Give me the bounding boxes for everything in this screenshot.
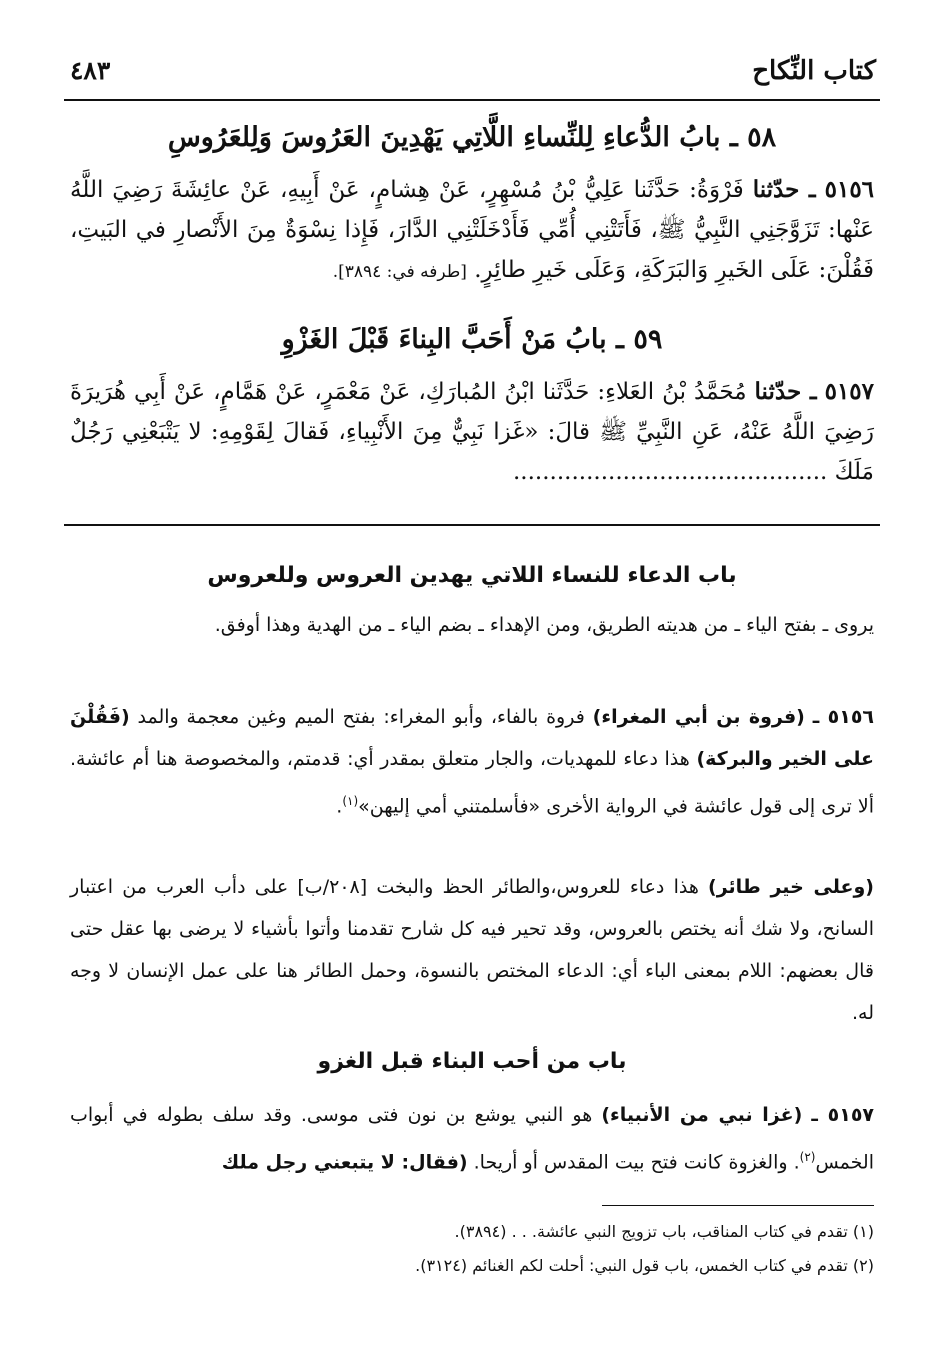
bab-58-title: ٥٨ ـ بابُ الدُّعاءِ لِلنِّساءِ اللَّاتِي يَهْدِينَ العَرُوسَ وَلِلعَرُوسِ [167, 122, 777, 153]
page-header [70, 46, 876, 96]
footnote-1: (١) تقدم في كتاب المناقب، باب تزويج النبي عائشة. . . (٣٨٩٤). [454, 1222, 874, 1241]
entry-number: ٥١٥٦ ـ [812, 706, 875, 728]
page-number: ٤٨٣ [70, 56, 111, 85]
footnote-marker: (١) [342, 794, 359, 808]
lemma: (فَقُلْنَ على الخير والبركة) [70, 706, 874, 770]
lemma: (وعلى خير طائر) [708, 876, 874, 898]
commentary-paragraph-2 [70, 696, 874, 827]
commentary-paragraph-3 [70, 866, 874, 1034]
commentary-text: هذا دعاء للعروس،والطائر الحظ والبخت [٢٠٨/ب] على دأب العرب من اعتبار السانح، ولا شك أنه يختص بالعروس، وقد تحير فيه كل شارح تقدمنا وأتوا بأشياء لا يرضى بها عقل حتى قال بعضهم: اللام بمعنى الباء أي: الدعاء المختص بالنسوة، وحمل الطائر هنا على عمل الإنسان لا وجه له. [70, 876, 874, 1024]
entry-number: ٥١٥٧ ـ [811, 1104, 875, 1126]
hadith-number: ٥١٥٧ [824, 378, 875, 405]
hadith-text: مُحَمَّدُ بْنُ العَلاءِ: حَدَّثَنا ابْنُ المُبارَكِ، عَنْ مَعْمَرٍ، عَنْ هَمَّامٍ، عَنْ أَبِي هُرَيرَةَ رَضِيَ اللَّهُ عَنْهُ، عَنِ النَّبِيِّ ﷺ قالَ: «غَزا نَبِيٌّ مِنَ الأَنْبِياءِ، فَقالَ لِقَوْمِهِ: لا يَتْبَعْنِي رَجُلٌ مَلَكَ ........................................... [70, 379, 874, 485]
commentary-text: . [336, 795, 343, 818]
bab-59-title: ٥٩ ـ بابُ مَنْ أَحَبَّ البِناءَ قَبْلَ الغَزْوِ [281, 324, 663, 355]
footnote-rule [602, 1205, 874, 1206]
hadith-number: ٥١٥٦ [824, 176, 875, 203]
commentary-text: هذا دعاء للمهديات، والجار متعلق بمقدر أي: قدمتم، والمخصوصة هنا أم عائشة. ألا ترى إلى قول عائشة في الرواية الأخرى «فأسلمتني أمي إليهن» [70, 748, 874, 818]
commentary-paragraph-1: يروى ـ بفتح الياء ـ من هديته الطريق، ومن الإهداء ـ بضم الياء ـ من الهدية وهذا أوفق. [214, 614, 874, 636]
hadith-5157 [70, 372, 874, 492]
header-rule [64, 99, 880, 101]
tarafuhu-reference: [طرفه في: ٣٨٩٤]. [332, 262, 467, 282]
hadith-5156 [70, 170, 874, 292]
haddathana: ـ حدّثنا [754, 378, 817, 405]
commentary-heading-2: باب من أحب البناء قبل الغزو [317, 1049, 627, 1074]
footnote-marker: (٢) [799, 1150, 816, 1164]
lemma: (فروة بن أبي المغراء) [592, 706, 805, 728]
lemma: (غزا نبي من الأنبياء) [601, 1104, 803, 1126]
commentary-text: فروة بالفاء، وأبو المغراء: بفتح الميم وغين معجمة والمد [137, 706, 585, 728]
lemma: (فقال: لا يتبعني رجل ملك [221, 1151, 468, 1174]
haddathana: ـ حدّثنا [752, 176, 816, 203]
commentary-heading-1: باب الدعاء للنساء اللاتي يهدين العروس وللعروس [207, 563, 737, 588]
commentary-text: هو النبي يوشع بن نون فتى موسى. وقد سلف بطوله في أبواب الخمس [70, 1104, 874, 1174]
commentary-paragraph-4 [70, 1094, 874, 1183]
commentary-text: . والغزوة كانت فتح بيت المقدس أو أريحا. [473, 1151, 800, 1174]
hadith-text: فَرْوَةُ: حَدَّثَنا عَلِيُّ بْنُ مُسْهِرٍ، عَنْ هِشامٍ، عَنْ أَبِيهِ، عَنْ عائِشَةَ رَضِيَ اللَّهُ عَنْها: تَزَوَّجَنِي النَّبِيُّ ﷺ، فَأَتَتْنِي أُمِّي فَأَدْخَلَتْنِي الدَّارَ، فَإِذا نِسْوَةٌ مِنَ الأَنْصارِ في البَيتِ، فَقُلْنَ: عَلَى الخَيرِ وَالبَرَكَةِ، وَعَلَى خَيرِ طائِرٍ. [70, 177, 874, 283]
footnote-2: (٢) تقدم في كتاب الخمس، باب قول النبي: أحلت لكم الغنائم (٣١٢٤). [415, 1256, 874, 1275]
matn-commentary-divider [64, 524, 880, 526]
running-title: كتاب النِّكاح [752, 56, 876, 86]
